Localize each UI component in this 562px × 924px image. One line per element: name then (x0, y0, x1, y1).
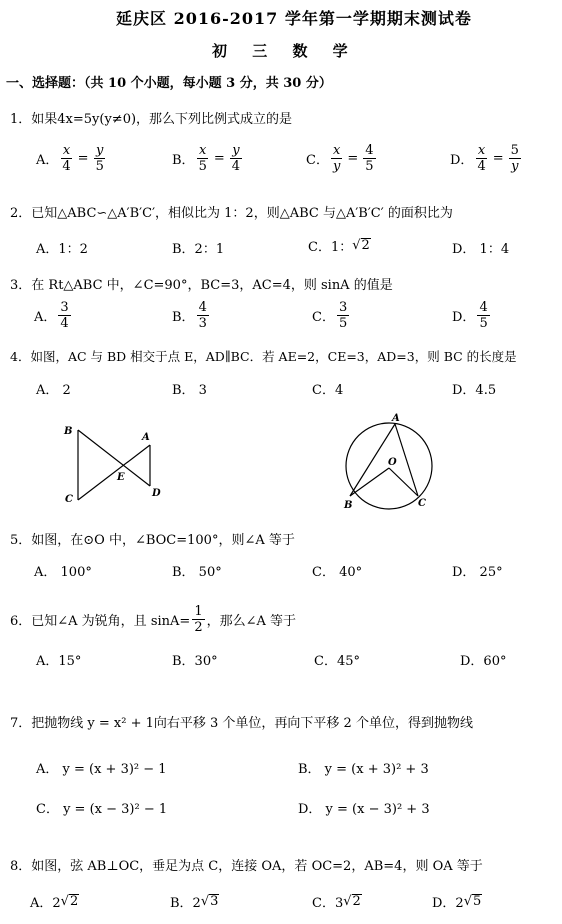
question-7-stem: 7．把抛物线 y = x² + 1向右平移 3 个单位，再向下平移 2 个单位，得到抛物线 (10, 716, 473, 731)
question-5-option-a[interactable]: A． 100° (34, 565, 92, 580)
question-3-option-d[interactable]: D． $\frac{4}{5}$ (452, 300, 488, 331)
fraction: $\frac{x}{4}$ (62, 143, 71, 174)
question-6-option-c[interactable]: C．45° (314, 654, 360, 669)
radius-ob (350, 468, 389, 496)
bowtie-lines (78, 430, 150, 500)
square-root: √ 2 (343, 894, 361, 909)
question-6-option-a[interactable]: A．15° (36, 654, 82, 669)
label-a: A (392, 413, 400, 424)
label-o: O (388, 457, 397, 468)
question-3-option-a[interactable]: A． $\frac{3}{4}$ (34, 300, 69, 331)
fraction: $\frac{x}{5}$ (198, 143, 207, 174)
square-root: √ 5 (463, 894, 482, 909)
fraction: $\frac{y}{4}$ (231, 143, 241, 174)
question-8-option-d[interactable]: D．2 √ 5 (432, 894, 482, 911)
question-4-option-a[interactable]: A． 2 (36, 383, 71, 398)
question-7-option-d[interactable]: D． y = (x − 3)² + 3 (298, 802, 430, 817)
fraction: $\frac{4}{5}$ (365, 143, 374, 174)
figure-circle (330, 408, 450, 518)
question-7-option-b[interactable]: B． y = (x + 3)² + 3 (298, 762, 429, 777)
label-a: A (142, 432, 150, 443)
segment-ca (78, 445, 150, 500)
question-4-option-b[interactable]: B． 3 (172, 383, 207, 398)
exam-title: 延庆区 2016-2017 学年第一学期期末测试卷 (116, 9, 472, 28)
question-8-option-c[interactable]: C．3 √ 2 (312, 894, 361, 911)
question-1-stem: 1．如果4x=5y(y≠0)，那么下列比例式成立的是 (10, 112, 293, 127)
question-6-option-d[interactable]: D．60° (460, 654, 507, 669)
fraction: $\frac{5}{y}$ (510, 143, 519, 174)
question-1-option-a[interactable]: A． $\frac{x}{4}$ = $\frac{y}{5}$ (36, 143, 104, 174)
question-6-option-b[interactable]: B．30° (172, 654, 218, 669)
question-8-option-a[interactable]: A．2 √ 2 (30, 894, 79, 911)
fraction: $\frac{4}{5}$ (479, 300, 488, 331)
figure-bowtie (58, 418, 178, 510)
question-8-stem: 8．如图，弦 AB⊥OC，垂足为点 C，连接 OA，若 OC=2，AB=4，则 OA 等于 (10, 859, 483, 874)
question-3-option-b[interactable]: B． $\frac{4}{3}$ (172, 300, 207, 331)
fraction: $\frac{x}{y}$ (332, 143, 341, 174)
question-5-stem: 5．如图，在⊙O 中，∠BOC=100°，则∠A 等于 (10, 533, 295, 548)
fraction: $\frac{4}{3}$ (198, 300, 207, 331)
question-1-option-d[interactable]: D． $\frac{x}{4}$ = $\frac{5}{y}$ (450, 143, 519, 174)
label-c: C (418, 498, 426, 509)
fraction: $\frac{x}{4}$ (477, 143, 486, 174)
question-6-stem: 6．已知∠A 为锐角，且 sinA= $\frac{1}{2}$ ，那么∠A 等于 (10, 604, 297, 635)
section-heading: 一、选择题：（共 10 个小题，每小题 3 分，共 30 分） (6, 76, 332, 91)
label-e: E (117, 472, 125, 483)
square-root: √ 2 (352, 238, 370, 253)
question-5-option-b[interactable]: B． 50° (172, 565, 222, 580)
segment-bd (78, 430, 150, 486)
fraction: $\frac{3}{5}$ (338, 300, 348, 331)
fraction: $\frac{y}{5}$ (95, 143, 104, 174)
question-2-stem: 2．已知△ABC∽△A′B′C′，相似比为 1：2，则△ABC 与△A′B′C′ 的面积比为 (10, 206, 453, 221)
question-4-option-c[interactable]: C．4 (312, 383, 344, 398)
fraction: $\frac{1}{2}$ (194, 604, 203, 635)
question-2-option-d[interactable]: D． 1：4 (452, 242, 510, 257)
fraction: $\frac{3}{4}$ (60, 300, 69, 331)
question-8-option-b[interactable]: B．2 √ 3 (170, 894, 219, 911)
question-5-option-c[interactable]: C． 40° (312, 565, 363, 580)
label-d: D (152, 488, 161, 499)
square-root: √ 3 (200, 894, 219, 909)
question-2-option-b[interactable]: B．2：1 (172, 242, 225, 257)
question-4-stem: 4．如图，AC 与 BD 相交于点 E，AD∥BC．若 AE=2，CE=3，AD=3，则 BC 的长度是 (10, 349, 517, 364)
square-root: √ 2 (60, 894, 79, 909)
question-1-option-c[interactable]: C． $\frac{x}{y}$ = $\frac{4}{5}$ (306, 143, 374, 174)
question-7-option-a[interactable]: A． y = (x + 3)² − 1 (36, 762, 167, 777)
exam-subtitle: 初 三 数 学 (212, 42, 358, 60)
question-5-option-d[interactable]: D． 25° (452, 565, 503, 580)
question-1-option-b[interactable]: B． $\frac{x}{5}$ = $\frac{y}{4}$ (172, 143, 241, 174)
question-3-option-c[interactable]: C． $\frac{3}{5}$ (312, 300, 348, 331)
question-4-option-d[interactable]: D．4.5 (452, 383, 497, 398)
question-2-option-c[interactable]: C．1： √ 2 (308, 238, 370, 255)
question-2-option-a[interactable]: A．1：2 (36, 242, 88, 257)
label-b: B (344, 500, 353, 511)
question-3-stem: 3．在 Rt△ABC 中，∠C=90°，BC=3，AC=4，则 sinA 的值是 (10, 278, 393, 293)
label-b: B (64, 426, 73, 437)
question-7-option-c[interactable]: C． y = (x − 3)² − 1 (36, 802, 168, 817)
label-c: C (65, 494, 73, 505)
